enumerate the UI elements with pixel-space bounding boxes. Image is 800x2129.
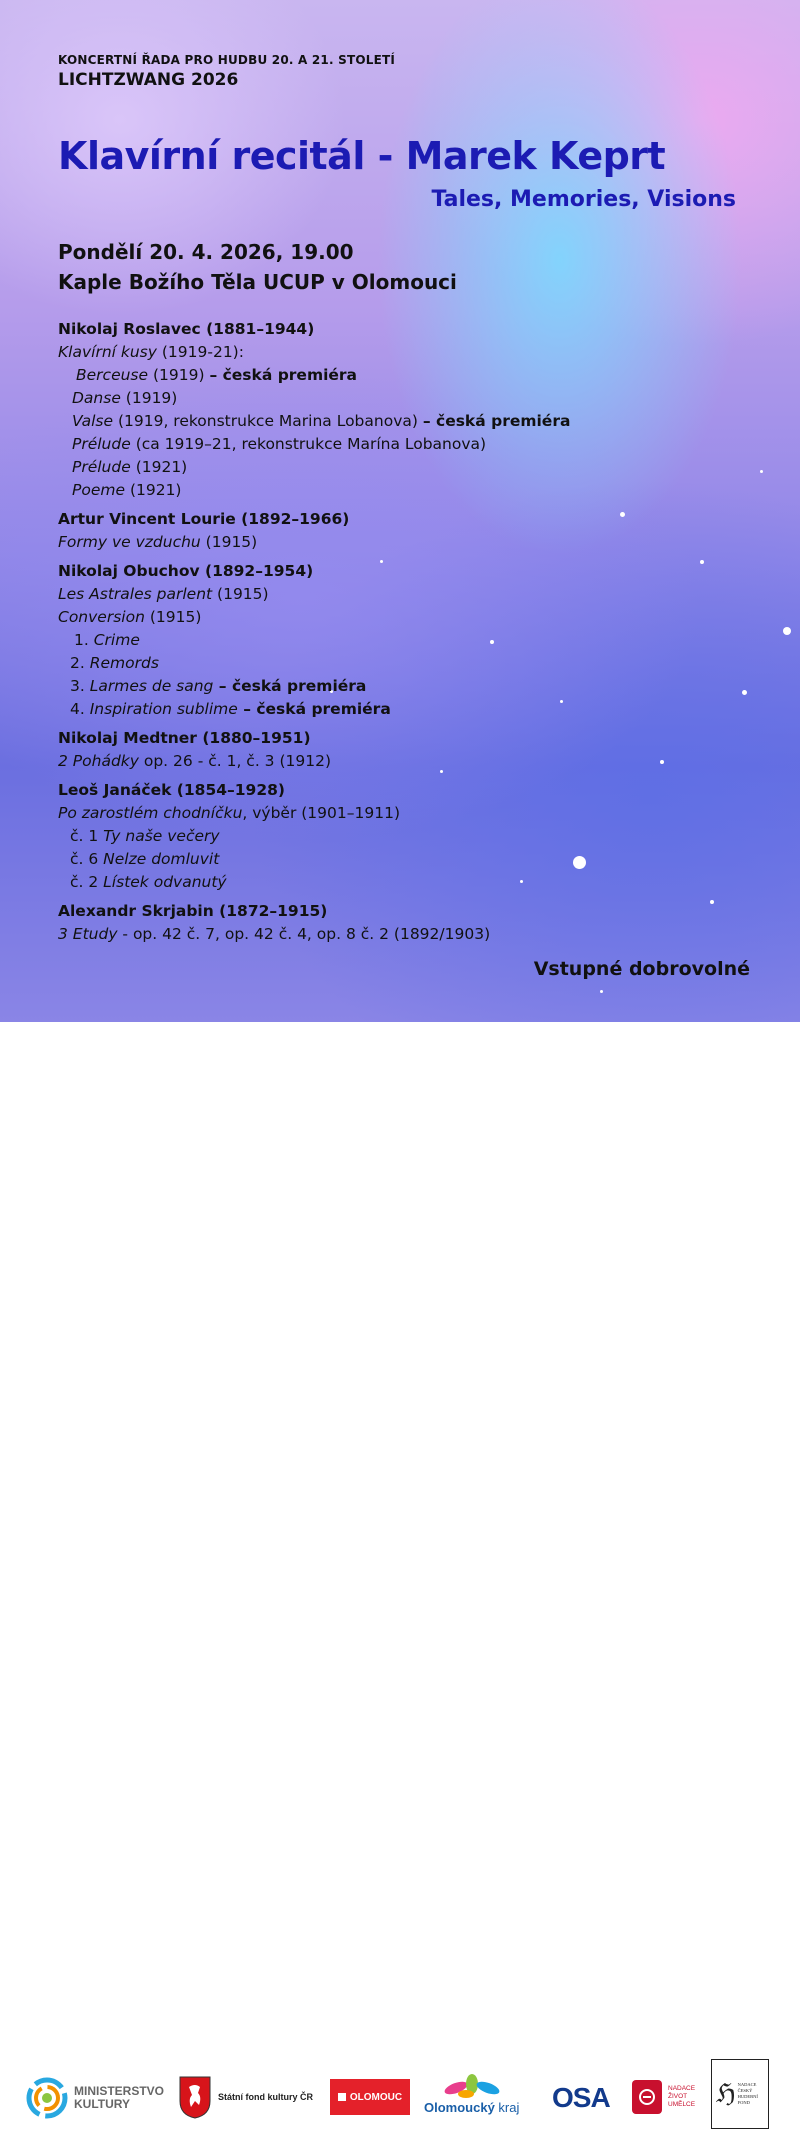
piece-line: 1. Crime <box>74 631 140 649</box>
nadace-emblem-icon <box>632 2080 662 2114</box>
piece-line: Prélude (1921) <box>72 458 188 476</box>
piece-line: Valse (1919, rekonstrukce Marina Lobanova) – česká premiéra <box>72 412 571 430</box>
program-list <box>58 318 570 946</box>
nadace-zivot-umelce-logo: NADACE ŽIVOT UMĚLCE <box>632 2080 695 2114</box>
olomouc-square-icon <box>338 2093 346 2101</box>
work-line: 2 Pohádky op. 26 - č. 1, č. 3 (1912) <box>58 752 332 770</box>
page-title: Klavírní recitál - Marek Keprt <box>58 134 666 178</box>
olomouc-logo: OLOMOUC <box>330 2079 410 2115</box>
sponsor-footer <box>0 1022 800 2115</box>
olomoucky-kraj-logo: Olomoucký kraj <box>424 2074 519 2115</box>
composer-name: Leoš Janáček (1854–1928) <box>58 781 285 799</box>
work-line: 3 Etudy - op. 42 č. 7, op. 42 č. 4, op. 8 č. 2 (1892/1903) <box>58 925 491 943</box>
piece-line: Poeme (1921) <box>72 481 182 499</box>
piece-line: Berceuse (1919) – česká premiéra <box>76 366 358 384</box>
composer-name: Artur Vincent Lourie (1892–1966) <box>58 510 350 528</box>
work-line: Klavírní kusy (1919-21): <box>58 343 244 361</box>
entry-fee-note: Vstupné dobrovolné <box>533 958 750 980</box>
composer-name: Alexandr Skrjabin (1872–1915) <box>58 902 328 920</box>
composer-name: Nikolaj Obuchov (1892–1954) <box>58 562 314 580</box>
chf-logo: ℌ NADACE ČESKÝ HUDEBNÍ FOND <box>711 2059 769 2129</box>
page-subtitle: Tales, Memories, Visions <box>431 187 736 212</box>
piece-line: č. 2 Lístek odvanutý <box>70 873 227 891</box>
piece-line: 4. Inspiration sublime – česká premiéra <box>70 700 391 718</box>
piece-line: Prélude (ca 1919–21, rekonstrukce Marína Lobanova) <box>72 435 487 453</box>
osa-logo: OSA <box>552 2082 610 2113</box>
piece-line: č. 1 Ty naše večery <box>70 827 220 845</box>
work-line: Conversion (1915) <box>58 608 202 626</box>
concert-series: KONCERTNÍ ŘADA PRO HUDBU 20. A 21. STOLETÍ <box>58 53 396 67</box>
event-date: Pondělí 20. 4. 2026, 19.00 <box>58 240 354 264</box>
work-line: Po zarostlém chodníčku, výběr (1901–1911) <box>58 804 401 822</box>
chf-monogram-icon: ℌ <box>716 2079 736 2108</box>
composer-name: Nikolaj Roslavec (1881–1944) <box>58 320 315 338</box>
poster-background <box>0 0 800 1022</box>
sfk-logo: Státní fond kultury ČR <box>178 2075 313 2119</box>
flower-icon <box>442 2074 502 2102</box>
ministry-circle-icon <box>26 2077 68 2119</box>
work-line: Formy ve vzduchu (1915) <box>58 533 258 551</box>
piece-line: 3. Larmes de sang – česká premiéra <box>70 677 367 695</box>
piece-line: 2. Remords <box>70 654 159 672</box>
festival-name: LICHTZWANG 2026 <box>58 70 239 90</box>
czech-lion-shield-icon <box>178 2075 212 2119</box>
piece-line: č. 6 Nelze domluvit <box>70 850 220 868</box>
composer-name: Nikolaj Medtner (1880–1951) <box>58 729 311 747</box>
ministry-logo: MINISTERSTVO KULTURY <box>26 2077 164 2119</box>
event-venue: Kaple Božího Těla UCUP v Olomouci <box>58 270 457 294</box>
piece-line: Danse (1919) <box>72 389 178 407</box>
work-line: Les Astrales parlent (1915) <box>58 585 269 603</box>
